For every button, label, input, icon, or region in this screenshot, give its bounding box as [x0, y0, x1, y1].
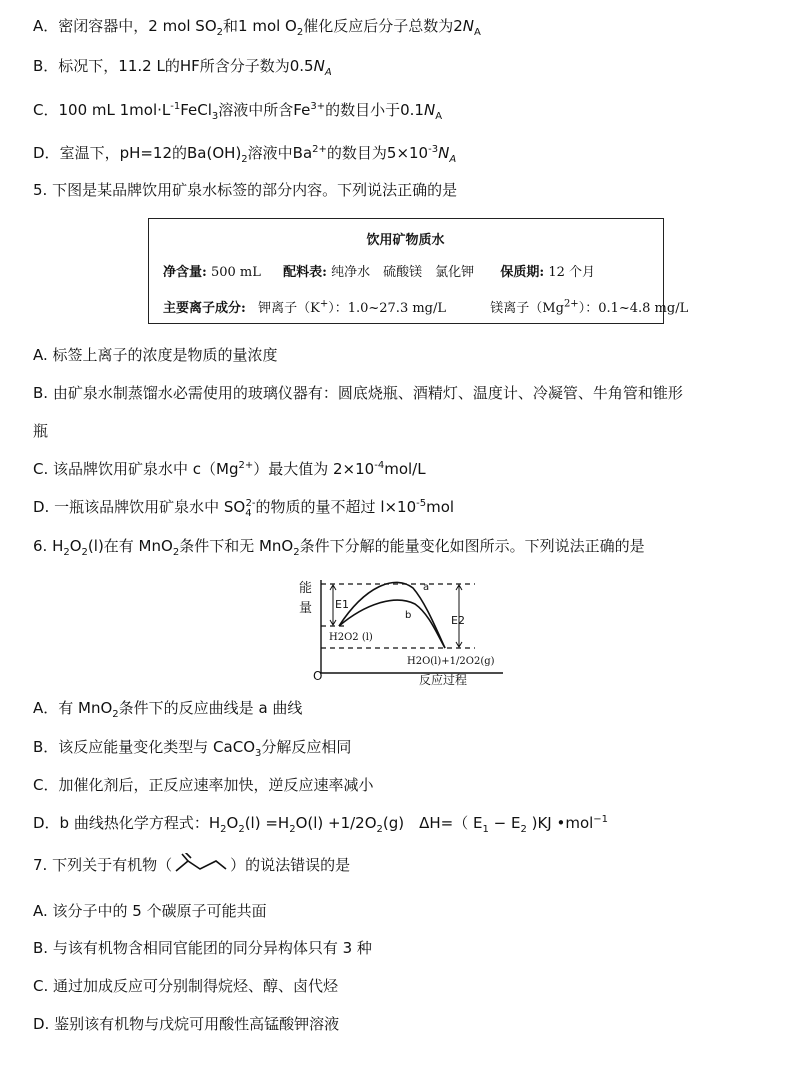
e2-label: E2 — [451, 614, 465, 627]
q5-option-d: D. 一瓶该品牌饮用矿泉水中 $SO_4^{2-}$的物质的量不超过 $l\times 10^{-5}mol$ — [33, 498, 455, 519]
curve-a-label: a — [423, 582, 430, 593]
origin-label: O — [313, 669, 323, 683]
q6-option-b: B．该反应能量变化类型与 CaCO$_3$分解反应相同 — [33, 738, 352, 759]
q4-option-d: D．室温下，pH=12的$Ba(OH)_2$溶液中$Ba^{2+}$的数目为$5\times 10^{-3}N_A$ — [33, 144, 457, 165]
q7-option-d: D. 鉴别该有机物与戊烷可用酸性高锰酸钾溶液 — [33, 1015, 340, 1033]
product-label: H2O(l)+1/2O2(g) — [407, 656, 495, 667]
q4-option-c: C．100 mL $1mol\cdot L^{-1}FeCl_3$溶液中所含$Fe^{3+}$的数目小于$0.1N_A$ — [33, 101, 443, 122]
energy-diagram — [295, 576, 515, 688]
q4-option-b: B．标况下，11.2 L的HF所含分子数为$0.5N_A$ — [33, 57, 332, 78]
label-row-ions: 主要离子成分: 钾离子（K+）：1.0~27.3 mg/L 镁离子$(Mg^{2+})$：0.1~4.8 mg/L — [163, 298, 689, 316]
q5-option-c: C. 该品牌饮用矿泉水中 $c(Mg^{2+})$最大值为 $2\times 10^{-4}mol/L$ — [33, 460, 426, 478]
q5-option-b: B. 由矿泉水制蒸馏水必需使用的玻璃仪器有：圆底烧瓶、酒精灯、温度计、冷凝管、牛角管和锥形 — [33, 384, 683, 402]
q7-option-c: C. 通过加成反应可分别制得烷烃、醇、卤代烃 — [33, 977, 339, 995]
mineral-water-label — [148, 218, 689, 324]
q5-option-a: A. 标签上离子的浓度是物质的量浓度 — [33, 346, 278, 364]
curve-b-label: b — [405, 610, 412, 621]
q5-stem: 5. 下图是某品牌饮用矿泉水标签的部分内容。下列说法正确的是 — [33, 181, 458, 199]
y-axis-label-1: 能 — [299, 581, 313, 596]
q7-stem: 7. 下列关于有机物（ ）的说法错误的是 — [33, 853, 350, 875]
q4-option-a: A．密闭容器中，2 mol $SO_2$和1 mol $O_2$催化反应后分子总数为$2N_A$ — [33, 17, 481, 38]
q5-option-b-cont: 瓶 — [33, 422, 49, 440]
q7-option-b: B. 与该有机物含相同官能团的同分异构体只有 3 种 — [33, 939, 372, 957]
x-axis-label: 反应过程 — [419, 673, 468, 687]
q6-option-d: D．b 曲线热化学方程式：$H_2O_2(l) =H_2O(l) +1/2O_2(g)$ ΔH=（ $E_1 - E_2$ )KJ •mol$^{-1}$ — [33, 814, 609, 835]
e1-label: E1 — [335, 598, 349, 611]
q7-option-a: A. 该分子中的 5 个碳原子可能共面 — [33, 902, 267, 920]
label-row-info: 净含量: 500 mL 配料表: 纯净水 硫酸镁 氯化钾 保质期: 12 个月 — [163, 265, 596, 280]
skeletal-structure-icon — [172, 853, 230, 875]
q6-option-c: C．加催化剂后，正反应速率加快，逆反应速率减小 — [33, 776, 374, 794]
q6-stem: 6. $H_2O_2(l)$在有 MnO$_2$条件下和无 MnO$_2$条件下分解的能量变化如图所示。下列说法正确的是 — [33, 537, 645, 558]
q6-option-a: A．有 MnO$_2$条件下的反应曲线是 a 曲线 — [33, 699, 303, 720]
reactant-label: H2O2 (l) — [329, 632, 373, 643]
label-title: 饮用矿物质水 — [366, 233, 445, 248]
y-axis-label-2: 量 — [299, 601, 313, 616]
